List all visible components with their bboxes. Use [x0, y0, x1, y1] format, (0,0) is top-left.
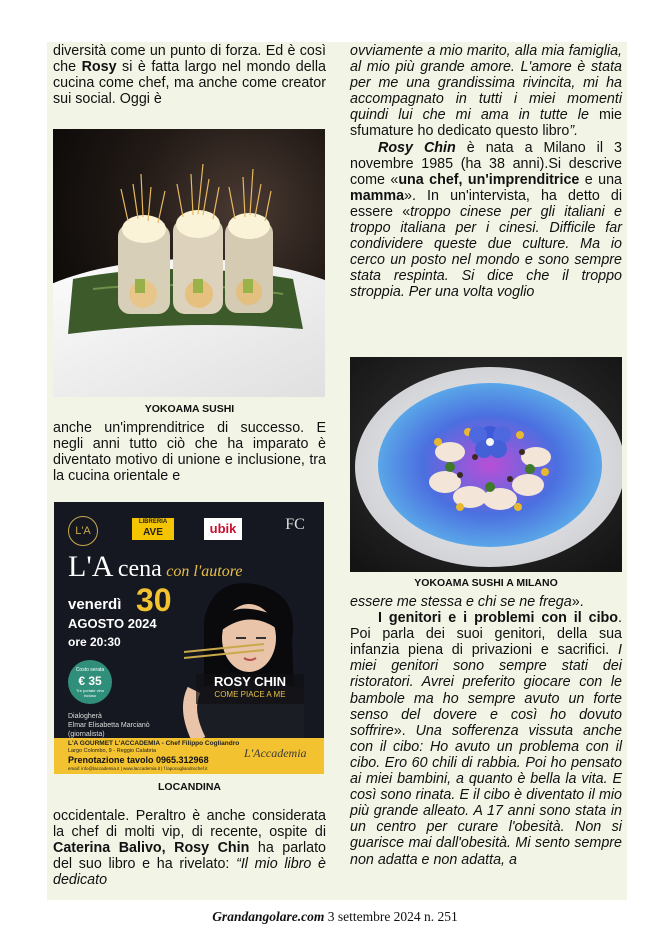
poster-dialog-label: Dialogherà	[68, 713, 102, 720]
poster-month-year: AGOSTO 2024	[68, 616, 157, 631]
poster-date-number: 30	[136, 582, 172, 618]
article-paragraph-1: diversità come un punto di forza. Ed è così che Rosy si è fatta largo nel mondo della cucina come chef, ma anche come creator sui social. Oggi è	[53, 43, 326, 108]
article-paragraph-2: anche un'imprenditrice di successo. E negli anni tutto ciò che ha imparato è diventato motivo di unione e inclusione, tra la cucina orientale e	[53, 420, 326, 485]
poster-time: ore 20:30	[68, 635, 121, 649]
poster-logo-la: L'A	[68, 516, 98, 546]
poster-footer-band: L'A GOURMET L'ACCADEMIA - Chef Filippo Cogliandro Largo Colombo, 9 - Reggio Calabria Prenotazione tavolo 0965.312968 email: info@laccademia.it | www.laccademia.it | f lapocogliandrochef.it L'Accademia	[54, 738, 324, 774]
caption-yokoama-sushi-milano: YOKOAMA SUSHI A MILANO	[414, 577, 558, 589]
event-poster	[54, 502, 324, 774]
article-paragraph-3: occidentale. Peraltro è anche considerata la chef di molti vip, di recente, ospite di Caterina Balivo, Rosy Chin ha parlato del suo libro e ha rivelato: “Il mio libro è dedicato	[53, 808, 326, 889]
poster-cost-badge: Costo serata € 35 Tre portate vino incluso	[68, 660, 112, 704]
poster-dialog-name: Elmar Elisabetta Marcianò	[68, 722, 150, 729]
poster-author-box: ROSY CHIN COME PIACE A ME	[196, 674, 304, 704]
poster-logo-fc: FC	[285, 516, 305, 533]
caption-yokoama-sushi: YOKOAMA SUSHI	[144, 403, 235, 415]
poster-dialog-role: (giornalista)	[68, 731, 105, 738]
article-paragraph-5: essere me stessa e chi se ne frega». I genitori e i problemi con il cibo. Poi parla dei suoi genitori, della sua infanzia piena di privazioni e sacrifici. I miei genitori sono sempre stati dei ristoratori. Avrei preferito giocare con le bambole ma ho sempre avuto un forte senso del dovere e così ho dovuto soffrire». Una sofferenza vissuta anche con il cibo: Ho avuto un problema con il cibo. Ero 60 chili di rabbia. Poi ho pensato ai miei bambini, a quanto è bella la vita. E così sono rinata. E il cibo è diventato il mio più grande alleato. A 17 anni sono stata in un centro per curare l'obesità. Non si guarisce mai dall'obesità. Mi sento sempre non adatta e non adatta, a	[350, 594, 622, 868]
poster-title: L'A cena con l'autore	[68, 550, 243, 583]
poster-logo-ubik: ubik	[204, 518, 242, 540]
poster-day: venerdì	[68, 596, 122, 613]
yokoama-sushi-milano-photo	[350, 357, 622, 572]
poster-logo-libreria: LIBRERIA AVE	[132, 518, 174, 540]
caption-locandina: LOCANDINA	[158, 781, 221, 793]
yokoama-sushi-photo	[53, 129, 325, 397]
page-footer: Grandangolare.com 3 settembre 2024 n. 251	[212, 909, 458, 924]
poster-portrait	[174, 580, 324, 760]
article-paragraph-4: ovviamente a mio marito, alla mia famiglia, al mio più grande amore. L'amore è stata per me una grandissima rivincita, mi ha accompagnato in tutti i miei momenti quindi lui che mi ama in tutte le mie sfumature ho dedicato questo libro”. Rosy Chin è nata a Milano il 3 novembre 1985 (ha 38 anni).Si descrive come «una chef, un'imprenditrice e una mamma». In un'intervista, ha detto di essere «troppo cinese per gli italiani e troppo italiana per i cinesi. Difficile far condividere queste due culture. Ma io cerco un posto nel mondo e sono sempre stata respinta. Si dice che il troppo stroppia. Per una volta voglio	[350, 43, 622, 301]
